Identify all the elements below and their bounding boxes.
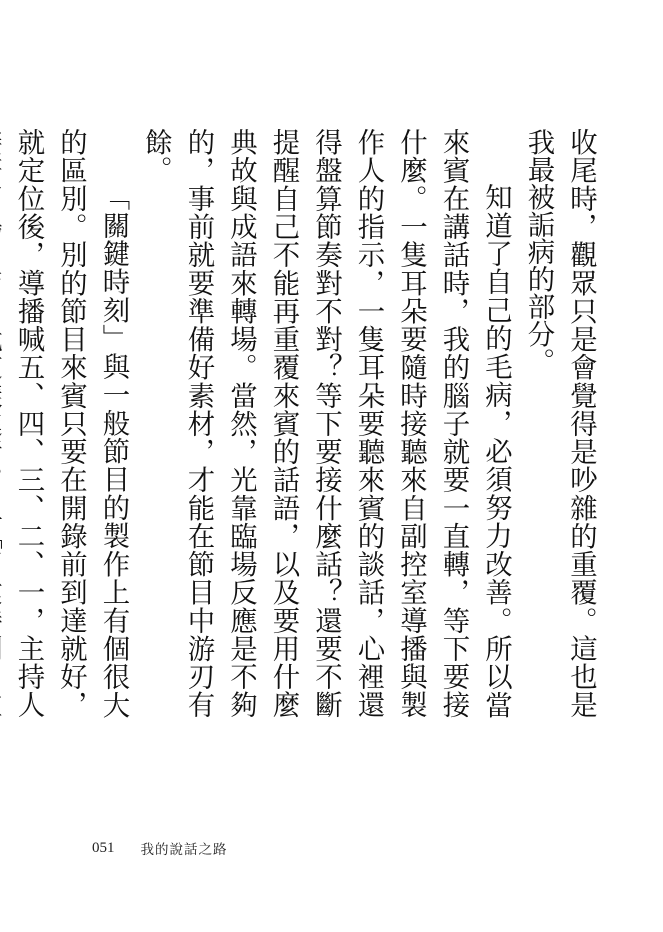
paragraph-2: 知道了自己的毛病，必須努力改善。所以當來賓在講話時，我的腦子就要一直轉，等下要接什麼。一隻耳朵要隨時接聽來自副控室導播與製作人的指示，一隻耳朵要聽來賓的談話，心裡還得盤算節奏對不對？等下要接什麼話？還要不斷提醒自己不能再重覆來賓的話語，以及要用什麼典故與成語來轉場。當然，光靠臨場反應是不夠的，事前就要準備好素材，才能在節目中游刃有餘。 [140,128,511,718]
page-number: 051 [92,839,115,856]
running-title: 我的說話之路 [140,842,228,858]
paragraph-1: 收尾時，觀眾只是會覺得是吵雜的重覆。這也是我最被詬病的部分。 [522,128,596,718]
vertical-text-body [12,128,601,718]
paragraph-3: 「關鍵時刻」與一般節目的製作上有個很大的區別。別的節目來賓只要在開錄前到達就好，就定位後，導播喊五、四、三、二、一，主持人 [12,128,129,718]
page-footer [92,836,228,860]
